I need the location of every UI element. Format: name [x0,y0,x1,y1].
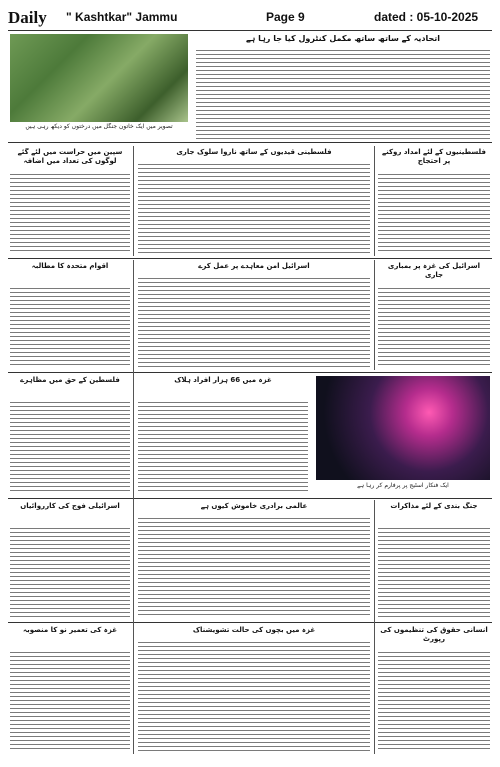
masthead [8,8,492,30]
bottom-headline-1: غزہ میں بچوں کی حالت تشویشناک [192,626,316,634]
right-headline-1: اسرائیل کی غزہ پر بمباری جاری [387,262,481,280]
footer-headline: انسانی حقوق کی تنظیموں کی رپورٹ [380,626,488,644]
col3-headline: فلسطینیوں کے لئے امداد روکنے پر احتجاج [381,148,486,166]
mid-headline-2: غزہ میں 66 ہزار افراد ہلاک [174,376,272,384]
col-divider-3 [133,260,134,754]
forest-photo-caption: تصویر میں ایک خاتون جنگل میں درختوں کو دیکھ رہی ہیں [25,123,173,130]
stage-photo [316,376,490,480]
section-rule-1 [8,142,492,143]
col3-text [378,174,490,254]
top-article-text [196,50,490,140]
col1-text [10,174,130,254]
left-headline-2: اقوام متحدہ کا مطالبہ [31,262,109,270]
footer-text-2 [10,652,130,752]
mid-text-3 [138,518,370,618]
mid-text-1 [138,278,370,368]
footer-headline-2: غزہ کی تعمیر نو کا منصوبہ [23,626,117,634]
right-headline-2: جنگ بندی کے لئے مذاکرات [390,502,478,510]
col-divider-4 [374,260,375,370]
section-rule-3 [8,372,492,373]
col2-text [138,164,370,254]
masthead-rule [8,30,492,31]
bottom-text-3 [10,402,130,492]
col-divider-2 [374,146,375,256]
col1-headline: سپین میں حراست میں لئے گئے لوگوں کی تعداد میں اضافہ [17,148,123,166]
mid-headline-3: عالمی برادری خاموش کیوں ہے [200,502,308,510]
col-divider-5 [374,500,375,754]
forest-photo [10,34,188,122]
bottom-text-1 [138,642,370,752]
section-rule-5 [8,622,492,623]
masthead-date: dated : 05-10-2025 [374,10,479,24]
right-text-1 [378,288,490,368]
masthead-daily: Daily [8,8,47,27]
stage-photo-caption: ایک فنکار اسٹیج پر پرفارم کر رہا ہے [357,482,449,489]
col2-headline: فلسطینی قیدیوں کے ساتھ ناروا سلوک جاری [176,148,332,156]
section-rule-2 [8,258,492,259]
left-text-2 [10,288,130,368]
bottom-headline-3: فلسطین کے حق میں مظاہرے [20,376,120,384]
col-divider-1 [133,146,134,256]
masthead-paper-name: " Kashtkar" Jammu [66,10,178,24]
mid-headline-1: اسرائیل امن معاہدے پر عمل کرے [198,262,310,270]
bottom-text-4 [10,528,130,618]
section-rule-4 [8,498,492,499]
top-banner-headline: اتحادیہ کے ساتھ ساتھ مکمل کنٹرول کیا جا رہا ہے [245,34,441,43]
footer-text [378,652,490,752]
right-text-2 [378,528,490,618]
mid-text-2 [138,402,308,492]
bottom-headline-4: اسرائیلی فوج کی کارروائیاں [20,502,120,510]
masthead-page-number: Page 9 [266,10,305,24]
